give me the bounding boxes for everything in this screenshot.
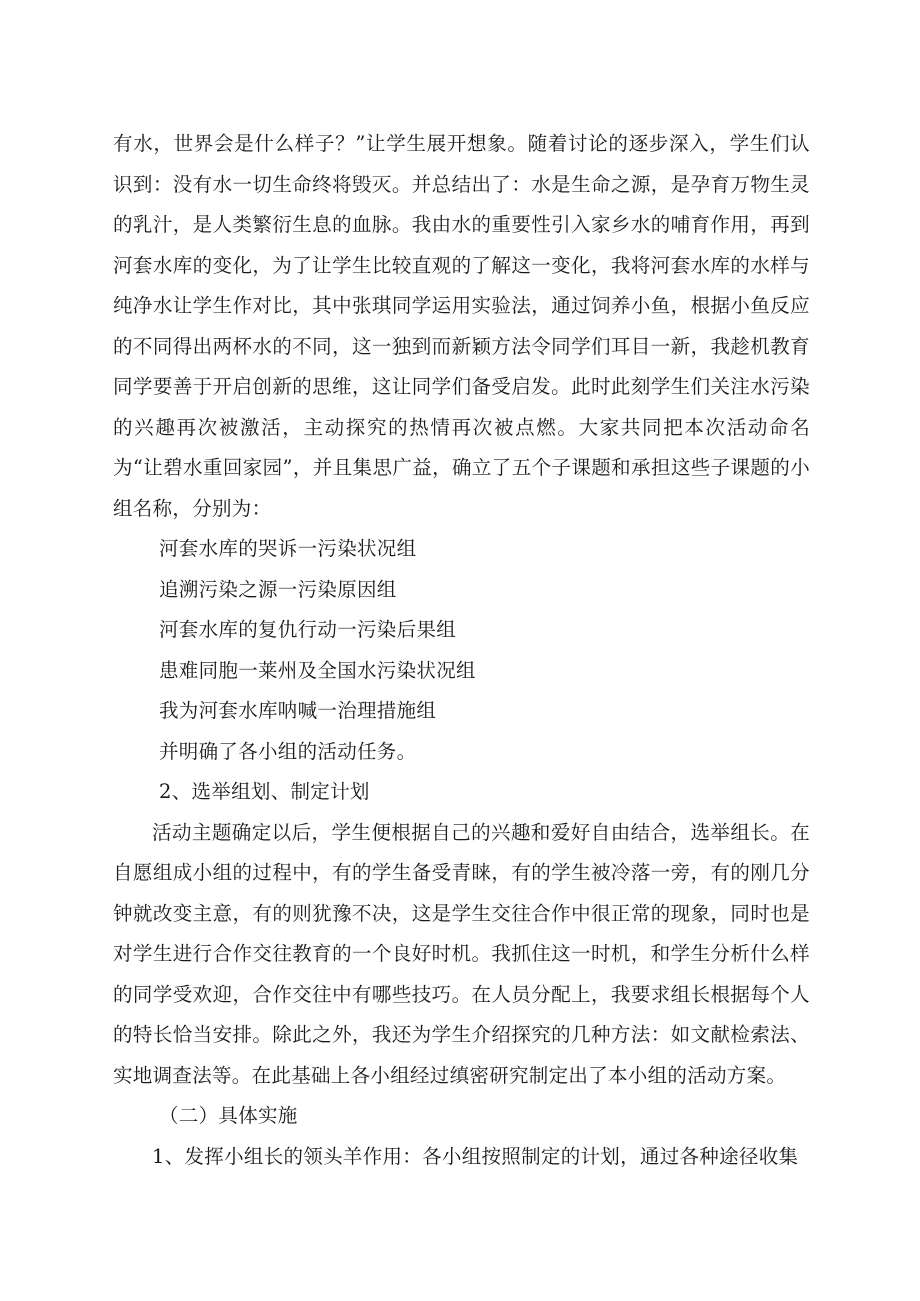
group-item-3: 河套水库的复仇行动一污染后果组	[159, 618, 457, 641]
document-body	[113, 124, 810, 1177]
group-item-4: 患难同胞一莱州及全国水污染状况组	[159, 658, 476, 682]
section-heading-implementation: （二）具体实施	[159, 1104, 298, 1127]
paragraph-leaders: 1、发挥小组长的领头羊作用：各小组按照制定的计划，通过各种途径收集	[152, 1144, 799, 1168]
paragraph-grouping: 活动主题确定以后，学生便根据自己的兴趣和爱好自由结合，选举组长。在自愿组成小组的过程中，有的学生备受青睐，有的学生被冷落一旁，有的刚几分钟就改变主意，有的则犹豫不决，这是学生交往合作中很正常的现象，同时也是对学生进行合作交往教育的一个良好时机。我抓住这一时机，和学生分析什么样的同学受欢迎，合作交往中有哪些技巧。在人员分配上，我要求组长根据每个人的特长恰当安排。除此之外，我还为学生介绍探究的几种方法：如文献检索法、实地调查法等。在此基础上各小组经过缜密研究制定出了本小组的活动方案。	[113, 820, 810, 1087]
paragraph-tasks: 并明确了各小组的活动任务。	[159, 739, 417, 763]
paragraph-intro: 有水，世界会是什么样子？”让学生展开想象。随着讨论的逐步深入，学生们认识到：没有水一切生命终将毁灭。并总结出了：水是生命之源，是孕育万物生灵的乳汁，是人类繁衍生息的血脉。我由水的重要性引入家乡水的哺育作用，再到河套水库的变化，为了让学生比较直观的了解这一变化，我将河套水库的水样与纯净水让学生作对比，其中张琪同学运用实验法，通过饲养小鱼，根据小鱼反应的不同得出两杯水的不同，这一独到而新颖方法令同学们耳目一新，我趁机教育同学要善于开启创新的思维，这让同学们备受启发。此时此刻学生们关注水污染的兴趣再次被激活，主动探究的热情再次被点燃。大家共同把本次活动命名为“让碧水重回家园”，并且集思广益，确立了五个子课题和承担这些子课题的小组名称，分别为：	[113, 132, 810, 520]
group-item-2: 追溯污染之源一污染原因组	[159, 577, 397, 601]
group-item-5: 我为河套水库呐喊一治理措施组	[159, 699, 437, 722]
group-item-1: 河套水库的哭诉一污染状况组	[159, 537, 417, 560]
heading-elect-plan: 2、选举组划、制定计划	[159, 780, 370, 803]
